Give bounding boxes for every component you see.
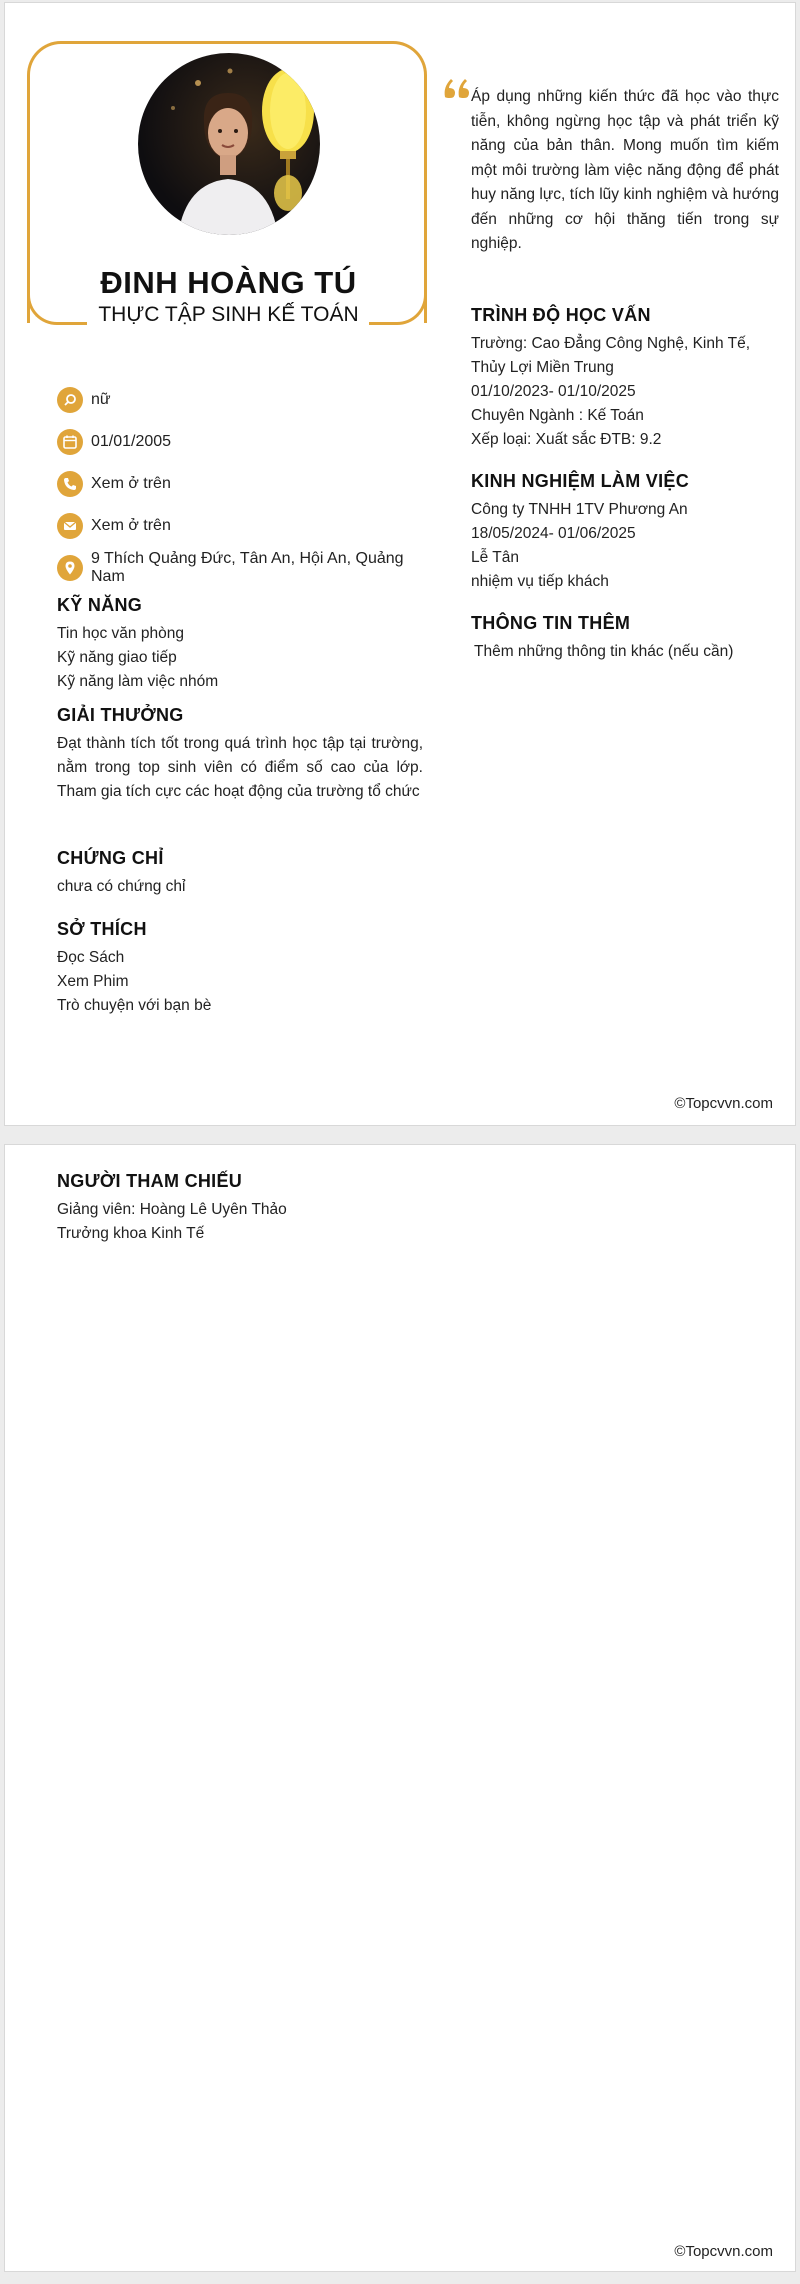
hobby-item: Xem Phim [57,973,129,990]
contact-gender [57,379,437,421]
extra-info-text: Thêm những thông tin khác (nếu cần) [474,643,734,660]
reference-line: Giảng viên: Hoàng Lê Uyên Thảo [57,1201,287,1218]
experience-heading: KINH NGHIỆM LÀM VIỆC [471,471,690,491]
education-period: 01/10/2023- 01/10/2025 [471,383,636,400]
calendar-icon [57,429,83,455]
contact-address [57,547,437,589]
skill-item: Tin học văn phòng [57,625,184,642]
experience-position: Lễ Tân [471,549,519,566]
experience-period: 18/05/2024- 01/06/2025 [471,525,636,542]
email-value: Xem ở trên [91,517,171,534]
education-school-line2: Thủy Lợi Miền Trung [471,359,614,376]
education-grade: Xếp loại: Xuất sắc ĐTB: 9.2 [471,431,662,448]
education-school-line1: Trường: Cao Đẳng Công Nghệ, Kinh Tế, [471,335,751,352]
gender-icon [57,387,83,413]
references-heading: NGƯỜI THAM CHIẾU [57,1171,243,1191]
education-heading: TRÌNH ĐỘ HỌC VẤN [471,305,651,325]
awards-section [57,705,423,804]
hobbies-heading: SỞ THÍCH [57,919,147,939]
certificates-text: chưa có chứng chỉ [57,878,186,895]
phone-value: Xem ở trên [91,475,171,492]
quote-icon [443,75,471,104]
contact-list [57,379,437,589]
extra-info-section [471,613,781,664]
job-title-text: THỰC TẬP SINH KẾ TOÁN [88,303,368,326]
skill-item: Kỹ năng giao tiếp [57,649,177,666]
gender-value: nữ [91,391,111,408]
references-section [57,1171,423,1246]
education-section [471,305,781,452]
hobby-item: Đọc Sách [57,949,125,966]
reference-line: Trưởng khoa Kinh Tế [57,1225,205,1242]
certificates-section [57,848,423,899]
certificates-heading: CHỨNG CHỈ [57,848,164,868]
hobbies-section [57,919,423,1018]
job-title [27,303,430,327]
location-pin-icon [57,555,83,581]
email-icon [57,513,83,539]
skills-heading: KỸ NĂNG [57,595,143,615]
experience-company: Công ty TNHH 1TV Phương An [471,501,688,518]
awards-heading: GIẢI THƯỞNG [57,705,184,725]
avatar [138,53,320,235]
phone-icon [57,471,83,497]
address-value: 9 Thích Quảng Đức, Tân An, Hội An, Quảng Nam [91,550,404,585]
contact-phone [57,463,437,505]
cv-page-1 [4,2,796,1126]
cv-page-2 [4,1144,796,2272]
education-major: Chuyên Ngành : Kế Toán [471,407,644,424]
experience-section [471,471,781,594]
extra-info-heading: THÔNG TIN THÊM [471,613,631,633]
hobby-item: Trò chuyện với bạn bè [57,997,212,1014]
contact-email [57,505,437,547]
birthday-value: 01/01/2005 [91,433,172,450]
contact-birthday [57,421,437,463]
awards-text: Đạt thành tích tốt trong quá trình học tập tại trường, nằm trong top sinh viên có điểm số cao của lớp. Tham gia tích cực các hoạt động của trường tổ chức [57,735,423,800]
footer-brand: ©Topcvvn.com [674,1095,773,1112]
experience-duty: nhiệm vụ tiếp khách [471,573,609,590]
candidate-name: ĐINH HOÀNG TÚ [100,265,357,300]
career-objective: Áp dụng những kiến thức đã học vào thực tiễn, không ngừng học tập và phát triển kỹ năng của bản thân. Mong muốn tìm kiếm một môi trường làm việc năng động để phát huy năng lực, tích lũy kinh nghiệm và hướng đến những cơ hội thăng tiến trong sự nghiệp. [471,88,779,252]
skill-item: Kỹ năng làm việc nhóm [57,673,219,690]
footer-brand: ©Topcvvn.com [674,2243,773,2260]
skills-section [57,595,423,694]
